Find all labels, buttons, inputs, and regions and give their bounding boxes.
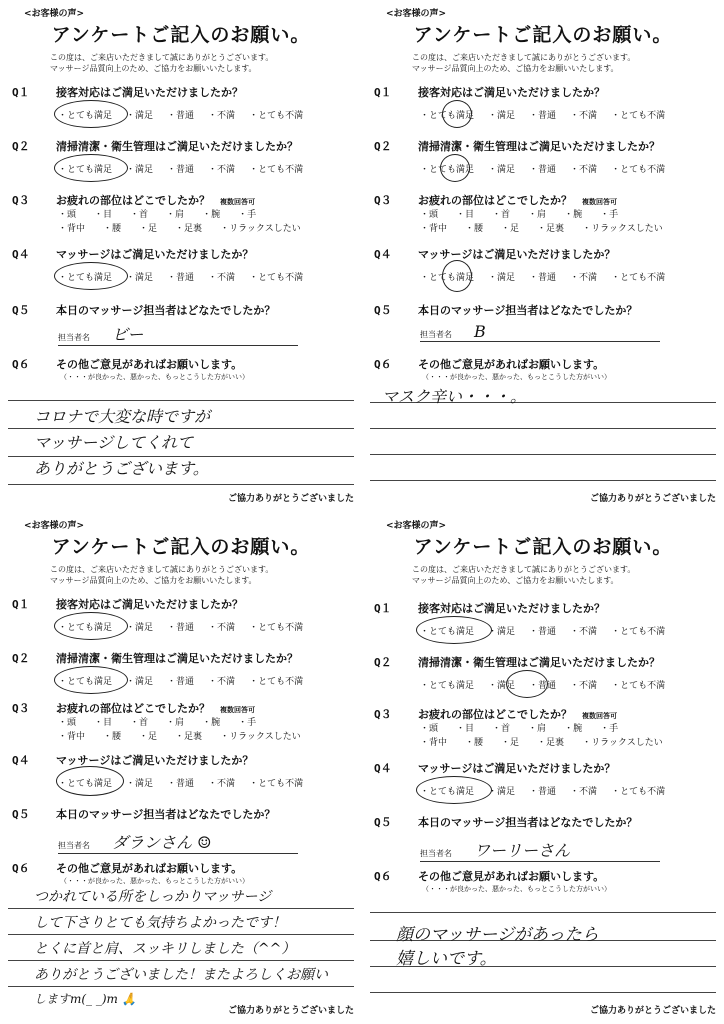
q2-options: ・とても満足 ・満足 ・普通 ・不満 ・とても不満 [58,677,304,687]
thanks-text: ご協力ありがとうございました [589,1006,716,1016]
q4-options: ・とても満足 ・満足 ・普通 ・不満 ・とても不満 [420,787,666,797]
comment-line [370,454,716,455]
question-2: Q２ 清掃清潔・衛生管理はご満足いただけましたか？ [374,140,660,153]
q1-options: ・とても満足 ・満足 ・普通 ・不満 ・とても不満 [58,111,304,121]
q6-note: （・・・が良かった、悪かった、もっとこうした方がいい） [422,373,611,381]
comment-line [370,480,716,481]
comment-line [8,960,354,961]
q6-note: （・・・が良かった、悪かった、もっとこうした方がいい） [60,373,249,381]
question-5: Q５ 本日のマッサージ担当者はどなたでしたか？ [12,304,276,317]
comment-line [8,400,354,401]
comment-text: ありがとうございました！またよろしくお願い [34,967,328,983]
sheet-title: アンケートご記入のお願い。 [51,24,311,46]
question-2: Q２ 清掃清潔・衛生管理はご満足いただけましたか？ [12,652,298,665]
comment-text: とくに首と肩、スッキリしました（^^） [34,941,296,957]
q1-options: ・とても満足 ・満足 ・普通 ・不満 ・とても不満 [420,111,666,121]
survey-sheet-4 [362,512,724,1024]
q3-parts: ・頭 ・目 ・首 ・肩 ・腕 ・手 ・背中 ・腰 ・足 ・足裏 ・リラックスしたい [58,718,301,742]
q2-options: ・とても満足 ・満足 ・普通 ・不満 ・とても不満 [58,165,304,175]
sheet-header: <お客様の声> [386,521,447,531]
question-4: Q４ マッサージはご満足いただけましたか？ [374,248,616,261]
thanks-text: ご協力ありがとうございました [227,1006,354,1016]
comment-text: しますm(_ _)m 🙏 [34,992,137,1006]
q1-options: ・とても満足 ・満足 ・普通 ・不満 ・とても不満 [58,623,304,633]
question-1: Q１ 接客対応はご満足いただけましたか？ [374,86,605,99]
comment-text: つかれている所をしっかりマッサージ [34,889,272,905]
sheet-intro: この度は、ご来店いただきまして誠にありがとうございます。 マッサージ品質向上のため、ご協力をお願いいたします。 [50,565,274,585]
survey-sheet-3 [0,512,362,1024]
comment-line [8,428,354,429]
comment-text: マスク辛い・・・。 [382,387,527,406]
q3-parts: ・頭 ・目 ・首 ・肩 ・腕 ・手 ・背中 ・腰 ・足 ・足裏 ・リラックスしたい [58,210,301,234]
comment-line [8,934,354,935]
q4-options: ・とても満足 ・満足 ・普通 ・不満 ・とても不満 [58,273,304,283]
question-6: Q６ その他ご意見があればお願いします。 [374,870,605,883]
question-4: Q４ マッサージはご満足いただけましたか？ [12,248,254,261]
question-1: Q１ 接客対応はご満足いただけましたか？ [12,86,243,99]
sheet-header: <お客様の声> [386,9,447,19]
q4-options: ・とても満足 ・満足 ・普通 ・不満 ・とても不満 [420,273,666,283]
sheet-title: アンケートご記入のお願い。 [51,536,311,558]
survey-sheet-2 [362,0,724,512]
question-3: Q３ お疲れの部位はどこでしたか？ 複数回答可 [374,708,617,721]
sheet-intro: この度は、ご来店いただきまして誠にありがとうございます。 マッサージ品質向上のため、ご協力をお願いいたします。 [412,565,636,585]
sheet-header: <お客様の声> [24,521,85,531]
question-6: Q６ その他ご意見があればお願いします。 [12,358,243,371]
comment-line [8,908,354,909]
question-5: Q５ 本日のマッサージ担当者はどなたでしたか？ [374,816,638,829]
sheet-header: <お客様の声> [24,9,85,19]
sheet-title: アンケートご記入のお願い。 [413,24,673,46]
comment-text: 顔のマッサージがあったら [396,925,599,945]
staff-name: ビー [112,325,144,344]
thanks-text: ご協力ありがとうございました [589,494,716,504]
q2-options: ・とても満足 ・満足 ・普通 ・不満 ・とても不満 [420,165,666,175]
thanks-text: ご協力ありがとうございました [227,494,354,504]
staff-field: 担当者名 ワーリーさん [420,838,660,862]
comment-text: して下さりとても気持ちよかったです！ [34,915,286,931]
comment-line [370,428,716,429]
q3-parts: ・頭 ・目 ・首 ・肩 ・腕 ・手 ・背中 ・腰 ・足 ・足裏 ・リラックスしたい [420,210,663,234]
question-3: Q３ お疲れの部位はどこでしたか？ 複数回答可 [374,194,617,207]
comment-line [370,992,716,993]
q3-parts: ・頭 ・目 ・首 ・肩 ・腕 ・手 ・背中 ・腰 ・足 ・足裏 ・リラックスしたい [420,724,663,748]
sheet-title: アンケートご記入のお願い。 [413,536,673,558]
question-4: Q４ マッサージはご満足いただけましたか？ [374,762,616,775]
staff-name: ダランさん ☺ [112,833,212,852]
staff-name: B [474,322,486,341]
q1-options: ・とても満足 ・満足 ・普通 ・不満 ・とても不満 [420,627,666,637]
staff-field: 担当者名 ビー [58,322,298,346]
question-2: Q２ 清掃清潔・衛生管理はご満足いただけましたか？ [12,140,298,153]
question-3: Q３ お疲れの部位はどこでしたか？ 複数回答可 [12,702,255,715]
comment-line [8,484,354,485]
question-5: Q５ 本日のマッサージ担当者はどなたでしたか？ [374,304,638,317]
staff-field: 担当者名 ダランさん ☺ [58,830,298,854]
staff-field: 担当者名 B [420,322,660,342]
comment-text: 嬉しいです。 [396,949,497,969]
question-3: Q３ お疲れの部位はどこでしたか？ 複数回答可 [12,194,255,207]
comment-line [8,986,354,987]
sheet-intro: この度は、ご来店いただきまして誠にありがとうございます。 マッサージ品質向上のため、ご協力をお願いいたします。 [50,53,274,73]
question-6: Q６ その他ご意見があればお願いします。 [374,358,605,371]
comment-text: コロナで大変な時ですが [34,407,211,426]
question-2: Q２ 清掃清潔・衛生管理はご満足いただけましたか？ [374,656,660,669]
question-1: Q１ 接客対応はご満足いただけましたか？ [374,602,605,615]
q2-options: ・とても満足 ・満足 ・普通 ・不満 ・とても不満 [420,681,666,691]
question-6: Q６ その他ご意見があればお願いします。 [12,862,243,875]
staff-name: ワーリーさん [474,841,571,860]
comment-text: マッサージしてくれて [34,433,194,452]
comment-text: ありがとうございます。 [34,459,209,478]
sheet-intro: この度は、ご来店いただきまして誠にありがとうございます。 マッサージ品質向上のため、ご協力をお願いいたします。 [412,53,636,73]
comment-line [370,912,716,913]
question-4: Q４ マッサージはご満足いただけましたか？ [12,754,254,767]
q6-note: （・・・が良かった、悪かった、もっとこうした方がいい） [422,885,611,893]
q4-options: ・とても満足 ・満足 ・普通 ・不満 ・とても不満 [58,779,304,789]
survey-sheet-1 [0,0,362,512]
question-1: Q１ 接客対応はご満足いただけましたか？ [12,598,243,611]
q6-note: （・・・が良かった、悪かった、もっとこうした方がいい） [60,877,249,885]
question-5: Q５ 本日のマッサージ担当者はどなたでしたか？ [12,808,276,821]
